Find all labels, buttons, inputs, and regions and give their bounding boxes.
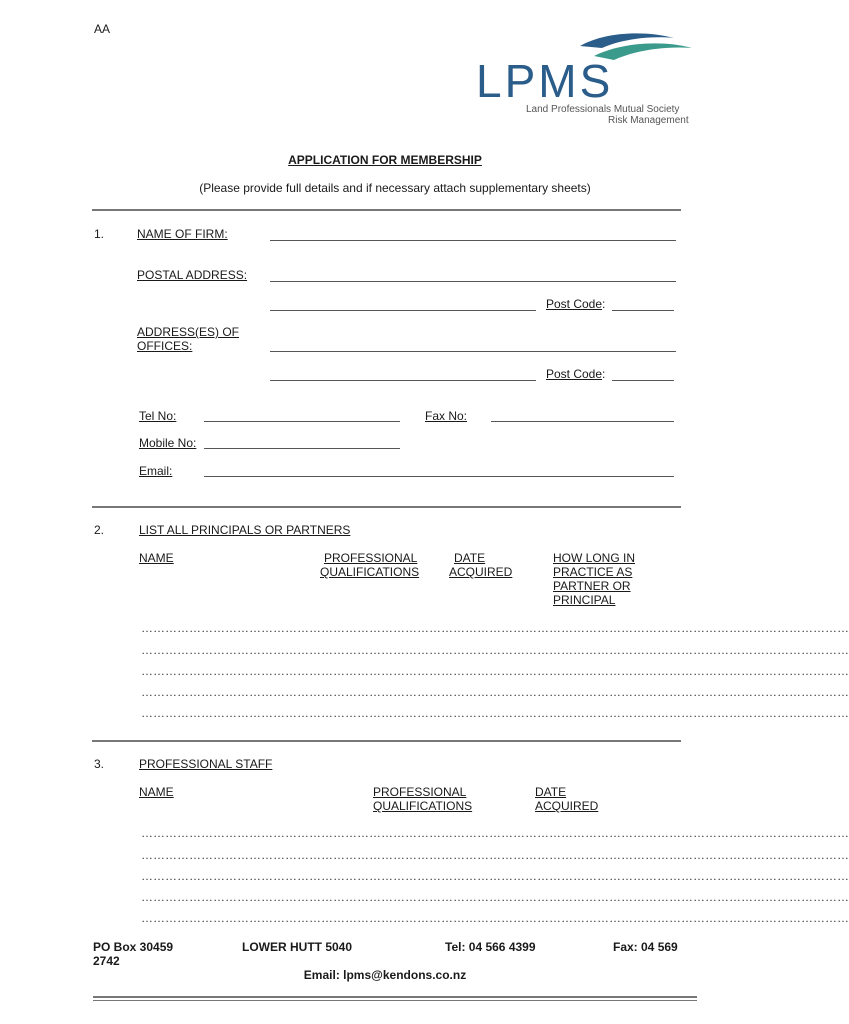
tel-field[interactable] (204, 421, 400, 422)
postal-post-code-field[interactable] (612, 310, 674, 311)
logo-line-1: Land Professionals Mutual Society (526, 104, 680, 115)
section-2-heading: LIST ALL PRINCIPALS OR PARTNERS (139, 523, 351, 537)
lpms-logo (474, 30, 700, 126)
offices-post-code-field[interactable] (612, 380, 674, 381)
logo-letters: LPMS (476, 55, 614, 107)
staff-col-name: NAME (139, 785, 174, 799)
offices-label-2: OFFICES: (137, 339, 193, 353)
section-3-heading: PROFESSIONAL STAFF (139, 757, 273, 771)
footer-tel: Tel: 04 566 4399 (445, 940, 536, 954)
divider-top (92, 209, 681, 211)
footer-rule-2 (93, 1000, 697, 1001)
firm-name-field[interactable] (270, 240, 676, 241)
principals-col-name: NAME (139, 551, 174, 565)
staff-row-2[interactable]: …………………………………………………………………………………………………………………………………………………………… (141, 848, 849, 862)
mobile-field[interactable] (204, 448, 400, 449)
principals-col-howlong-4: PRINCIPAL (553, 593, 616, 607)
offices-post-code-label: Post Code: (546, 367, 606, 381)
tel-label: Tel No: (139, 409, 177, 423)
principals-col-qual-1: PROFESSIONAL (324, 551, 418, 565)
staff-row-3[interactable]: …………………………………………………………………………………………………………………………………………………………… (141, 869, 849, 883)
email-label: Email: (139, 464, 173, 478)
principals-col-date-2: ACQUIRED (449, 565, 513, 579)
staff-col-date-1: DATE (535, 785, 567, 799)
footer-fax: Fax: 04 569 (613, 940, 678, 954)
postal-address-label: POSTAL ADDRESS: (137, 268, 248, 282)
principals-row-1[interactable]: …………………………………………………………………………………………………………………………………………………………… (141, 621, 849, 635)
section-1-number: 1. (94, 227, 105, 241)
principals-row-3[interactable]: …………………………………………………………………………………………………………………………………………………………… (141, 664, 849, 678)
postal-address-field-2[interactable] (270, 310, 536, 311)
offices-address-field-1[interactable] (270, 351, 676, 352)
section-2-number: 2. (94, 523, 105, 537)
offices-address-field-2[interactable] (270, 380, 536, 381)
offices-label-1: ADDRESS(ES) OF (137, 325, 240, 339)
principals-col-howlong-3: PARTNER OR (553, 579, 631, 593)
section-3-number: 3. (94, 757, 105, 771)
staff-row-4[interactable]: …………………………………………………………………………………………………………………………………………………………… (141, 890, 849, 904)
footer-city: LOWER HUTT 5040 (242, 940, 353, 954)
principals-col-date-1: DATE (454, 551, 486, 565)
staff-col-qual-1: PROFESSIONAL (373, 785, 467, 799)
footer-po-box: PO Box 30459 (93, 940, 174, 954)
staff-row-1[interactable]: …………………………………………………………………………………………………………………………………………………………… (141, 826, 849, 840)
fax-label: Fax No: (425, 409, 468, 423)
footer-rule-1 (93, 996, 697, 998)
principals-row-4[interactable]: …………………………………………………………………………………………………………………………………………………………… (141, 685, 849, 699)
divider-section-2 (92, 506, 681, 508)
principals-col-qual-2: QUALIFICATIONS (320, 565, 420, 579)
mobile-label: Mobile No: (139, 436, 197, 450)
principals-col-howlong-1: HOW LONG IN (553, 551, 636, 565)
footer-po-box-2: 2742 (93, 954, 120, 968)
fax-field[interactable] (491, 421, 674, 422)
staff-row-5[interactable]: …………………………………………………………………………………………………………………………………………………………… (141, 911, 849, 925)
principals-col-howlong-2: PRACTICE AS (553, 565, 633, 579)
principals-row-5[interactable]: …………………………………………………………………………………………………………………………………………………………… (141, 706, 849, 720)
staff-col-qual-2: QUALIFICATIONS (373, 799, 473, 813)
email-field[interactable] (204, 476, 674, 477)
principals-row-2[interactable]: …………………………………………………………………………………………………………………………………………………………… (141, 643, 849, 657)
page-title: APPLICATION FOR MEMBERSHIP (288, 153, 482, 167)
footer-email: Email: lpms@kendons.co.nz (303, 968, 467, 982)
staff-col-date-2: ACQUIRED (535, 799, 599, 813)
postal-post-code-label: Post Code: (546, 297, 606, 311)
page-subtitle: (Please provide full details and if necessary attach supplementary sheets) (199, 181, 591, 195)
postal-address-field-1[interactable] (270, 281, 676, 282)
divider-section-3 (92, 740, 681, 742)
document-code: AA (94, 22, 111, 36)
logo-line-2: Risk Management (608, 115, 689, 126)
firm-name-label: NAME OF FIRM: (137, 227, 228, 241)
